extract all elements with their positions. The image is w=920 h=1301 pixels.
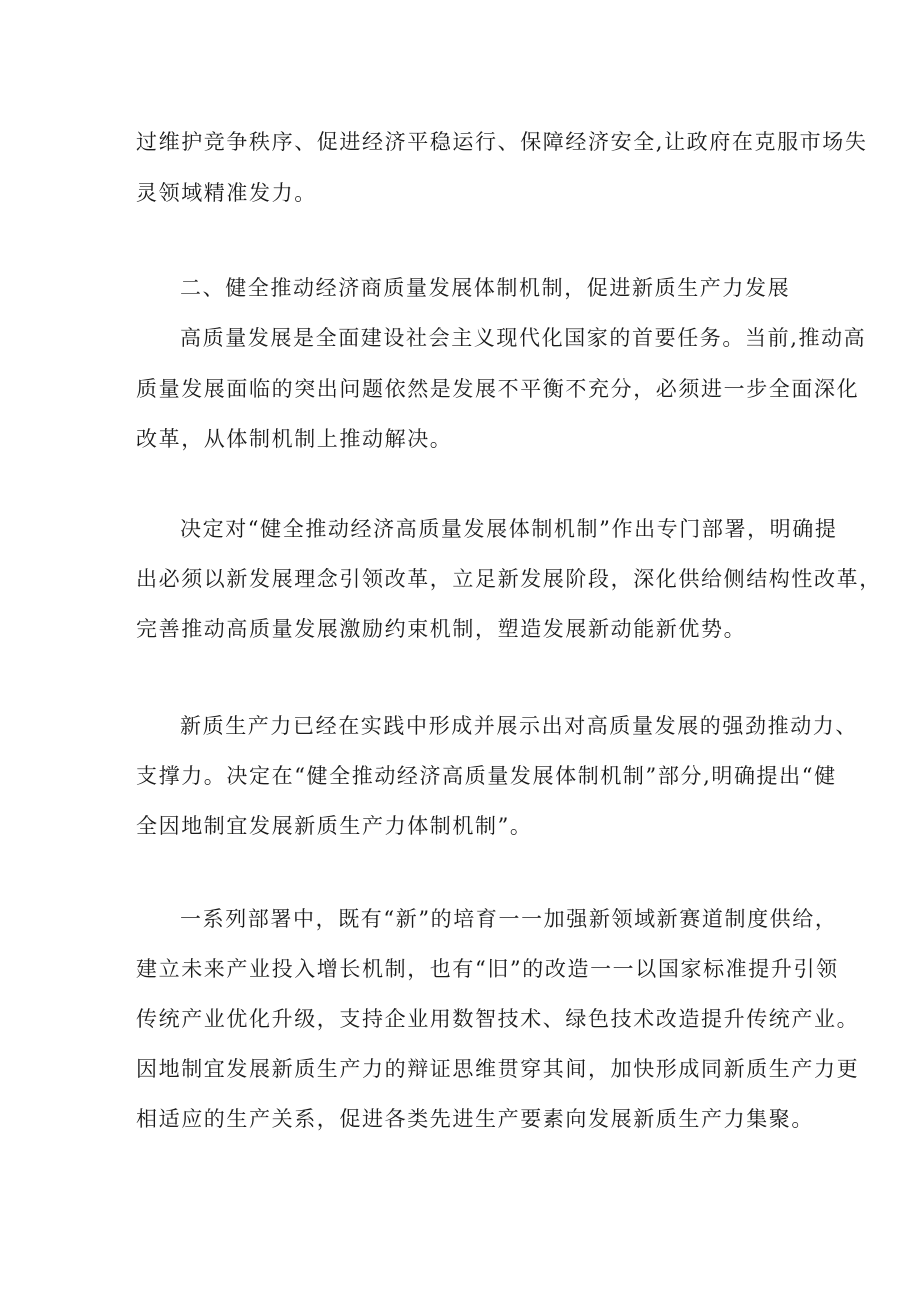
para1-line1: 过维护竞争秩序、促进经济平稳运行、保障经济安全,让政府在克服市场失	[136, 130, 868, 154]
para4-line2: 支撑力。决定在“健全推动经济高质量发展体制机制”部分,明确提出“健	[136, 764, 837, 788]
para5-line4: 因地制宜发展新质生产力的辩证思维贯穿其间，加快形成同新质生产力更	[136, 1057, 860, 1081]
section-heading: 二、健全推动经济商质量发展体制机制，促进新质生产力发展	[180, 276, 791, 300]
para5-line1: 一系列部署中，既有“新”的培育一一加强新领域新赛道制度供给，	[180, 907, 838, 931]
para5-line3: 传统产业优化升级，支持企业用数智技术、绿色技术改造提升传统产业。	[136, 1007, 860, 1031]
para5-line5: 相适应的生产关系，促进各类先进生产要素向发展新质生产力集聚。	[136, 1107, 814, 1131]
para2-line3: 改革，从体制机制上推动解决。	[136, 427, 453, 451]
para2-line1: 高质量发展是全面建设社会主义现代化国家的首要任务。当前,推动高	[180, 326, 867, 350]
para3-line1: 决定对“健全推动经济高质量发展体制机制”作出专门部署，明确提	[180, 517, 838, 541]
para3-line3: 完善推动高质量发展激励约束机制，塑造发展新动能新优势。	[136, 617, 747, 641]
para5-line2: 建立未来产业投入增长机制，也有“旧”的改造一一以国家标准提升引领	[136, 957, 839, 981]
para1-line2: 灵领域精准发力。	[136, 181, 317, 205]
para4-line3: 全因地制宜发展新质生产力体制机制”。	[136, 814, 533, 838]
para2-line2: 质量发展面临的突出问题依然是发展不平衡不充分，必须进一步全面深化	[136, 377, 860, 401]
para4-line1: 新质生产力已经在实践中形成并展示出对高质量发展的强劲推动力、	[180, 714, 858, 738]
para3-line2: 出必须以新发展理念引领改革，立足新发展阶段，深化供给侧结构性改革，	[136, 567, 882, 591]
